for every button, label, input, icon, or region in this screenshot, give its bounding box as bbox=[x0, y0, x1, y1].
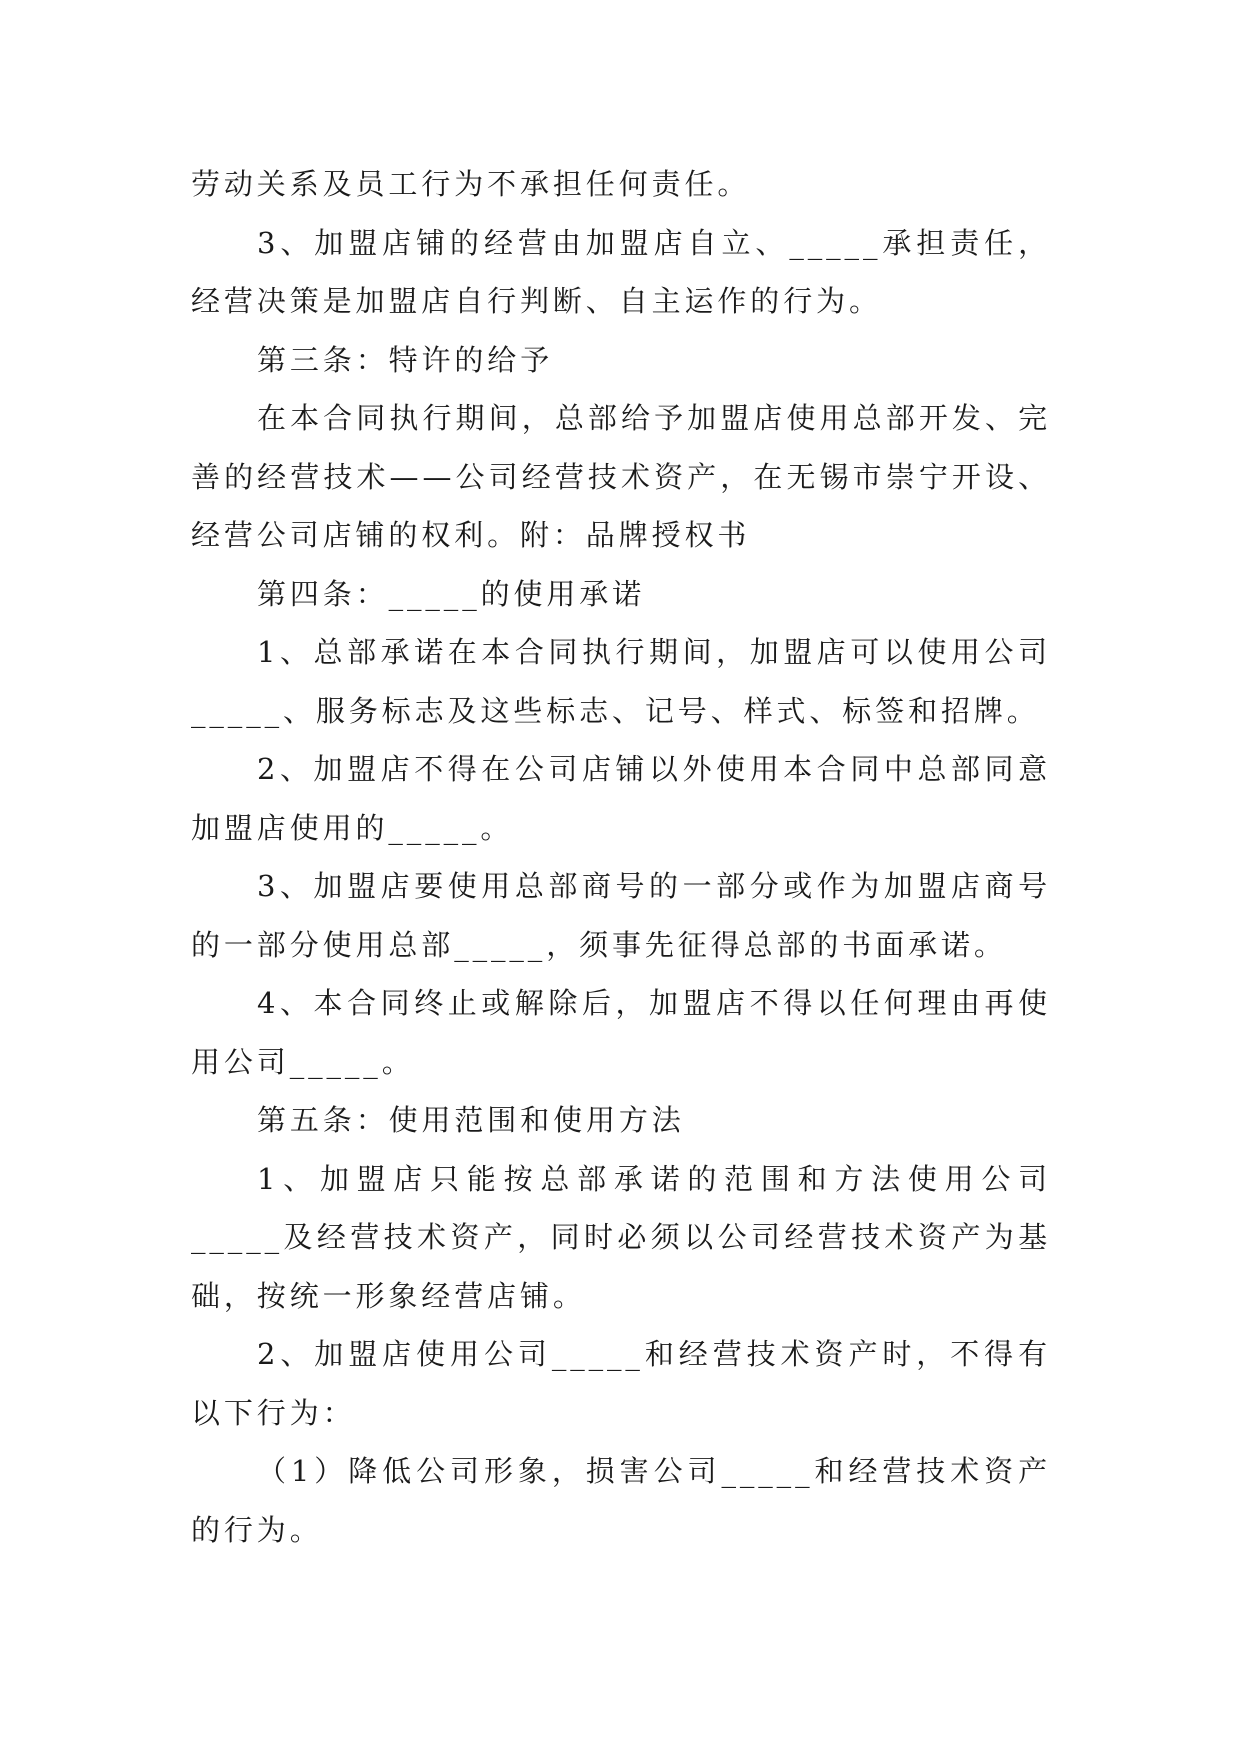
paragraph-clause-2-3: 3、加盟店铺的经营由加盟店自立、_____承担责任，经营决策是加盟店自行判断、自主运作的行为。 bbox=[191, 225, 1051, 318]
section-heading-article-3: 第三条：特许的给予 bbox=[257, 342, 554, 377]
paragraph-article-4-item-4: 4、本合同终止或解除后，加盟店不得以任何理由再使用公司_____。 bbox=[191, 986, 1051, 1079]
paragraph-article-4-item-1: 1、总部承诺在本合同执行期间，加盟店可以使用公司_____、服务标志及这些标志、记号、样式、标签和招牌。 bbox=[191, 635, 1051, 728]
paragraph-labor-relations: 劳动关系及员工行为不承担任何责任。 bbox=[191, 167, 751, 201]
paragraph-article-5-item-1: 1、加盟店只能按总部承诺的范围和方法使用公司_____及经营技术资产，同时必须以公司经营技术资产为基础，按统一形象经营店铺。 bbox=[191, 1161, 1051, 1313]
paragraph-article-5-item-2-sub-1: （1）降低公司形象，损害公司_____和经营技术资产的行为。 bbox=[191, 1454, 1051, 1547]
section-heading-article-5: 第五条：使用范围和使用方法 bbox=[257, 1103, 685, 1137]
paragraph-article-3-body: 在本合同执行期间，总部给予加盟店使用总部开发、完善的经营技术——公司经营技术资产，在无锡市崇宁开设、经营公司店铺的权利。附：品牌授权书 bbox=[191, 401, 1051, 552]
paragraph-article-5-item-2: 2、加盟店使用公司_____和经营技术资产时，不得有以下行为： bbox=[191, 1337, 1051, 1430]
paragraph-article-4-item-2: 2、加盟店不得在公司店铺以外使用本合同中总部同意加盟店使用的_____。 bbox=[191, 752, 1051, 845]
document-body bbox=[191, 155, 1051, 1559]
section-heading-article-4: 第四条：_____的使用承诺 bbox=[257, 576, 646, 611]
paragraph-article-4-item-3: 3、加盟店要使用总部商号的一部分或作为加盟店商号的一部分使用总部_____，须事先征得总部的书面承诺。 bbox=[191, 869, 1051, 962]
